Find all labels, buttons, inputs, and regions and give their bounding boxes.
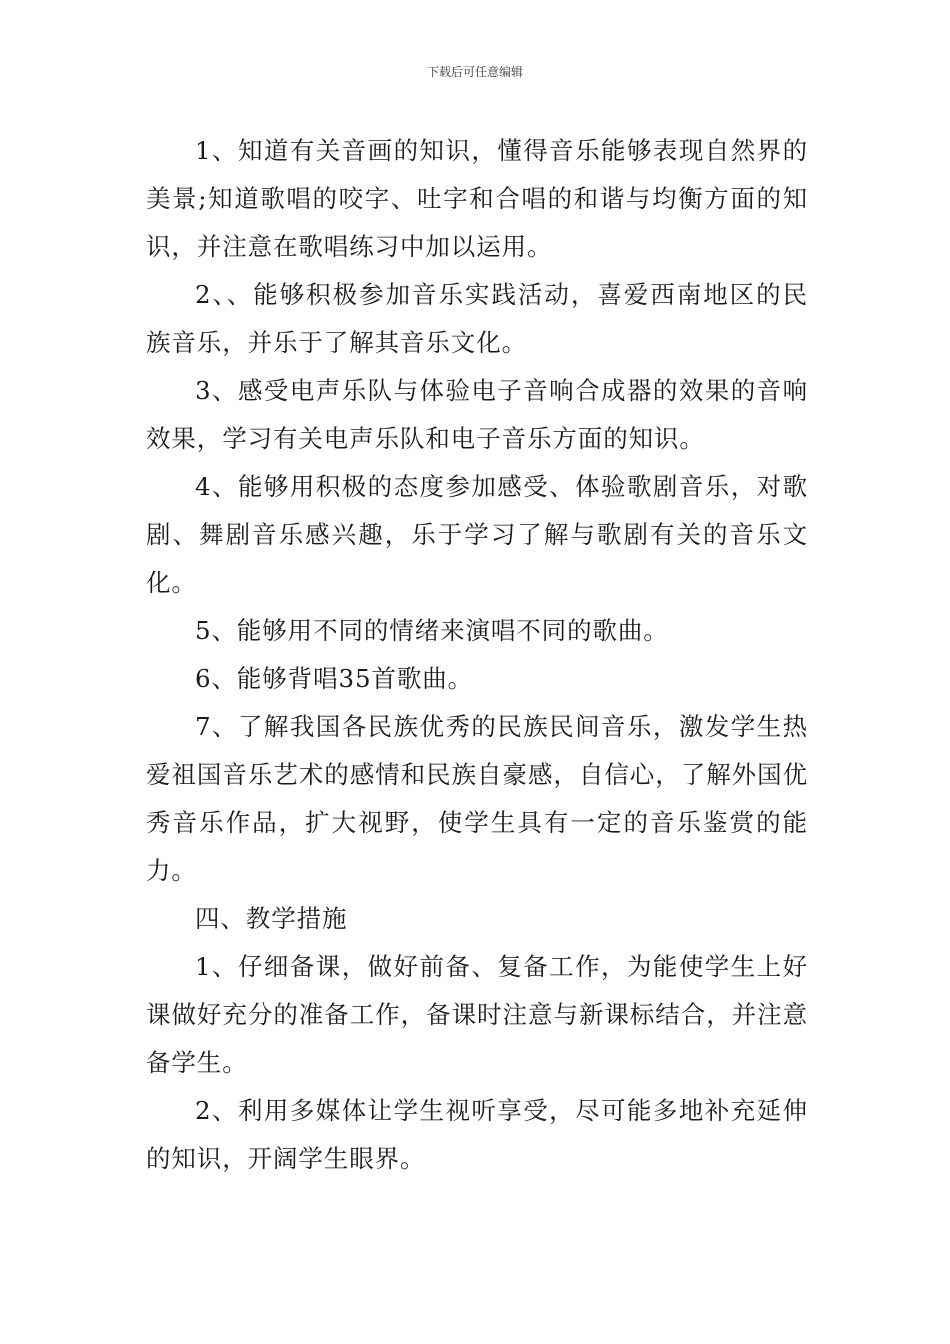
document-body [146, 127, 808, 1183]
objective-3: 3、感受电声乐队与体验电子音响合成器的效果的音响效果，学习有关电声乐队和电子音乐方面的知识。 [146, 376, 808, 453]
measure-1: 1、仔细备课，做好前备、复备工作，为能使学生上好课做好充分的准备工作，备课时注意与新课标结合，并注意备学生。 [146, 952, 808, 1077]
objective-4: 4、能够用积极的态度参加感受、体验歌剧音乐，对歌剧、舞剧音乐感兴趣，乐于学习了解与歌剧有关的音乐文化。 [146, 472, 808, 597]
page-header: 下载后可任意编辑 [426, 65, 523, 79]
objective-2: 2、、能够积极参加音乐实践活动，喜爱西南地区的民族音乐，并乐于了解其音乐文化。 [146, 280, 808, 357]
objective-5: 5、能够用不同的情绪来演唱不同的歌曲。 [195, 616, 669, 645]
objective-1: 1、知道有关音画的知识，懂得音乐能够表现自然界的美景;知道歌唱的咬字、吐字和合唱的和谐与均衡方面的知识，并注意在歌唱练习中加以运用。 [146, 136, 808, 261]
objective-6: 6、能够背唱35首歌曲。 [195, 664, 474, 693]
measure-2: 2、利用多媒体让学生视听享受，尽可能多地补充延伸的知识，开阔学生眼界。 [146, 1096, 808, 1173]
section-heading-teaching-measures: 四、教学措施 [195, 904, 348, 933]
objective-7: 7、了解我国各民族优秀的民族民间音乐，激发学生热爱祖国音乐艺术的感情和民族自豪感，自信心，了解外国优秀音乐作品，扩大视野，使学生具有一定的音乐鉴赏的能力。 [146, 712, 808, 885]
